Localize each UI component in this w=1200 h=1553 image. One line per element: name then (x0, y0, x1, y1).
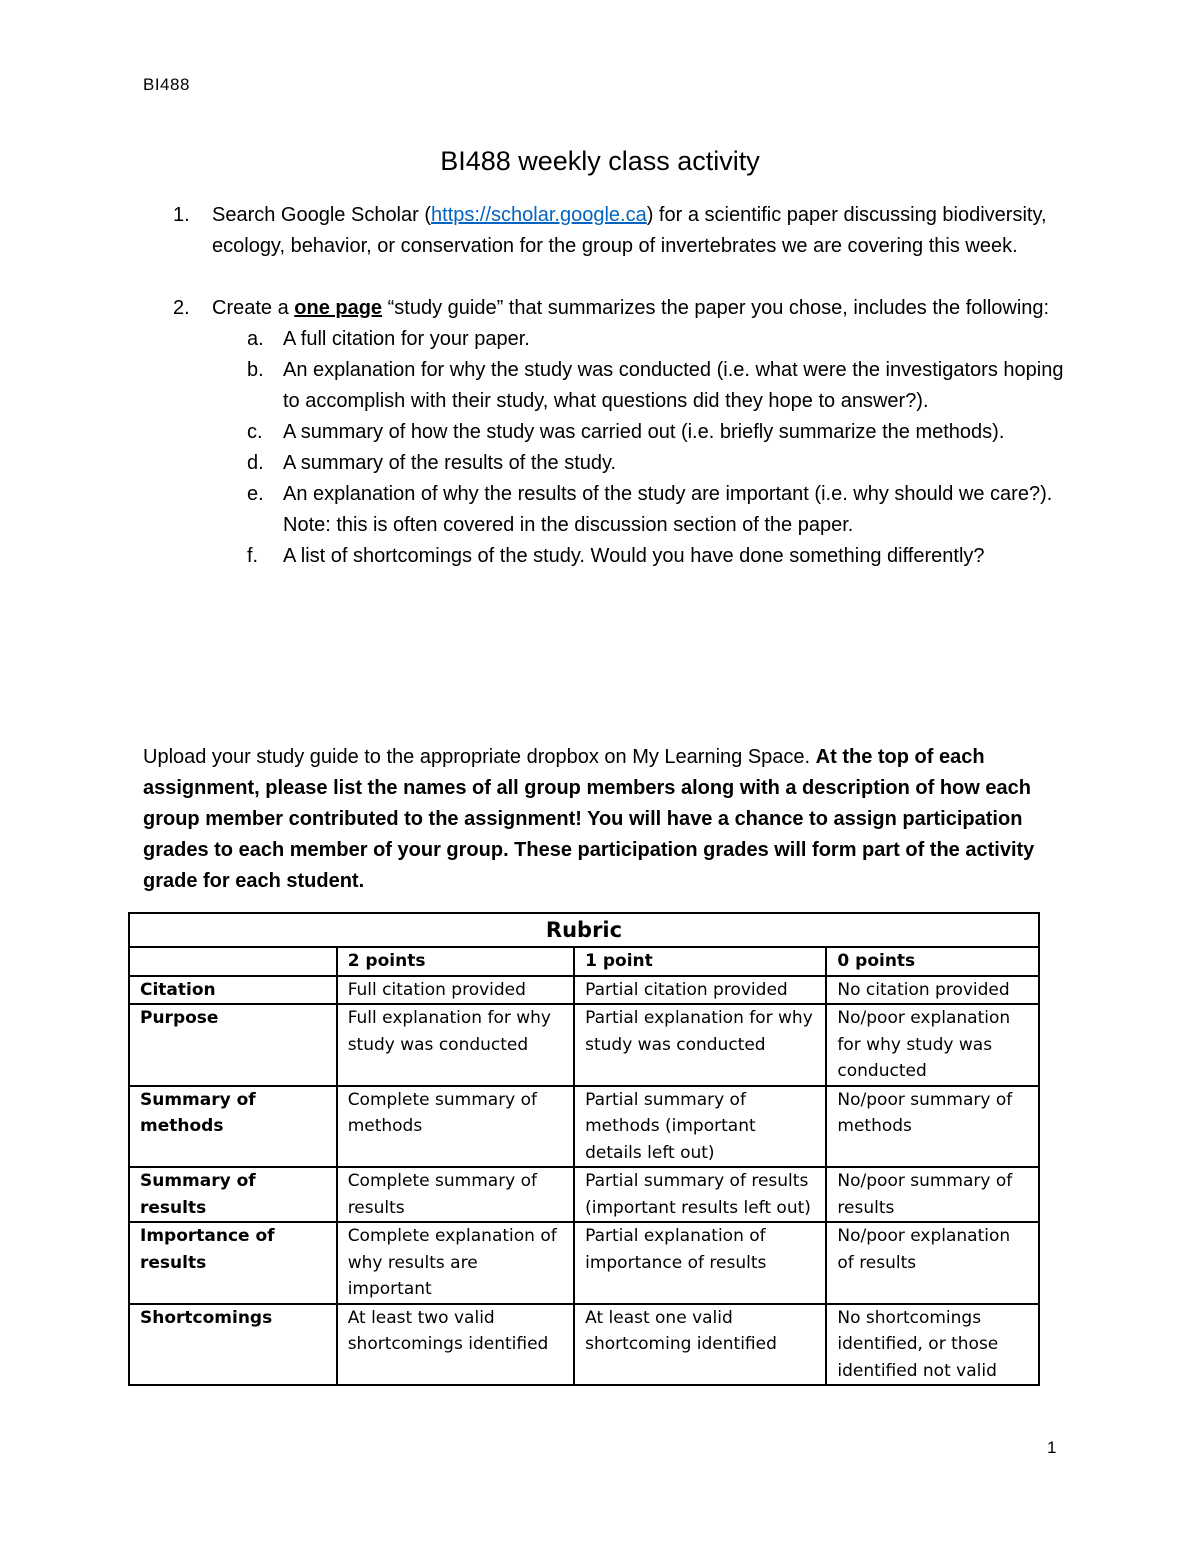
rubric-column-header (129, 947, 337, 976)
rubric-column-header: 0 points (826, 947, 1039, 976)
sub-item-text: A summary of how the study was carried out (i.e. briefly summarize the methods). (283, 421, 1005, 443)
upload-bold-text: At the top of each assignment, please list the names of all group members along with a description of how each group member contributed to the assignment! You will have a chance to assign participation grades to each member of your group. These participation grades will form part of the activity grade for each student. (143, 746, 1035, 892)
rubric-column-header: 2 points (337, 947, 574, 976)
step-number: 1. (173, 204, 190, 226)
rubric-criterion: Summary of results (129, 1167, 337, 1222)
sub-item-list (212, 324, 1073, 572)
rubric-criterion: Summary of methods (129, 1086, 337, 1168)
page-title: BI488 weekly class activity (440, 146, 760, 176)
sub-item-text: A summary of the results of the study. (283, 452, 617, 474)
rubric-cell: No/poor summary of results (826, 1167, 1039, 1222)
table-row (129, 1004, 1039, 1086)
rubric-cell: No/poor explanation of results (826, 1222, 1039, 1304)
step-list (143, 200, 1073, 572)
table-row (129, 1086, 1039, 1168)
rubric-cell: Full citation provided (337, 976, 574, 1005)
instructions (143, 200, 1073, 572)
rubric-cell: Partial explanation for why study was conducted (574, 1004, 826, 1086)
rubric-cell: No citation provided (826, 976, 1039, 1005)
sub-item (143, 541, 1073, 572)
rubric-cell: At least one valid shortcoming identified (574, 1304, 826, 1386)
rubric-header-row (129, 947, 1039, 976)
rubric-criterion: Shortcomings (129, 1304, 337, 1386)
rubric-table (128, 912, 1040, 1386)
step-text: “study guide” that summarizes the paper you chose, includes the following: (382, 297, 1050, 319)
rubric-cell: Complete summary of methods (337, 1086, 574, 1168)
step-text: Search Google Scholar ( (212, 204, 432, 226)
rubric-cell: Complete summary of results (337, 1167, 574, 1222)
sub-item-letter: f. (247, 545, 259, 567)
rubric-cell: Partial summary of results (important results left out) (574, 1167, 826, 1222)
rubric-cell: No/poor summary of methods (826, 1086, 1039, 1168)
step-number: 2. (173, 297, 190, 319)
sub-item-letter: a. (247, 328, 264, 350)
emphasis-text: one page (294, 297, 383, 319)
rubric-cell: Full explanation for why study was conducted (337, 1004, 574, 1086)
sub-item (143, 355, 1073, 417)
page-number: 1 (1047, 1438, 1057, 1457)
sub-item (143, 417, 1073, 448)
rubric-cell: At least two valid shortcomings identified (337, 1304, 574, 1386)
sub-item (143, 448, 1073, 479)
rubric-cell: No shortcomings identified, or those identified not valid (826, 1304, 1039, 1386)
step-text: ) for a scientific paper discussing biodiversity, ecology, behavior, or conservation for the group of invertebrates we are covering this week. (212, 204, 1047, 257)
rubric-body (129, 976, 1039, 1386)
rubric-criterion: Purpose (129, 1004, 337, 1086)
rubric-cell: Complete explanation of why results are important (337, 1222, 574, 1304)
step-2 (143, 293, 1073, 572)
sub-item-letter: c. (247, 421, 263, 443)
rubric-title: Rubric (129, 913, 1039, 947)
sub-item-letter: e. (247, 483, 264, 505)
rubric-column-header: 1 point (574, 947, 826, 976)
sub-item (143, 479, 1073, 541)
table-row (129, 1222, 1039, 1304)
spacer (143, 262, 1073, 293)
sub-item-text: A full citation for your paper. (283, 328, 530, 350)
rubric-cell: No/poor explanation for why study was conducted (826, 1004, 1039, 1086)
sub-item-text: A list of shortcomings of the study. Would you have done something differently? (283, 545, 985, 567)
rubric-cell: Partial summary of methods (important details left out) (574, 1086, 826, 1168)
sub-item-letter: b. (247, 359, 264, 381)
sub-item-text: An explanation for why the study was conducted (i.e. what were the investigators hoping to accomplish with their study, what questions did they hope to answer?). (283, 359, 1064, 412)
rubric-criterion: Citation (129, 976, 337, 1005)
rubric-cell: Partial citation provided (574, 976, 826, 1005)
sub-item (143, 324, 1073, 355)
step-text: Create a (212, 297, 295, 319)
table-row (129, 1167, 1039, 1222)
upload-text: Upload your study guide to the appropriate dropbox on My Learning Space. (143, 746, 816, 768)
page-header: BI488 (143, 75, 190, 94)
rubric-cell: Partial explanation of importance of results (574, 1222, 826, 1304)
rubric-criterion: Importance of results (129, 1222, 337, 1304)
table-row (129, 976, 1039, 1005)
upload-instructions (143, 742, 1073, 897)
google-scholar-link[interactable]: https://scholar.google.ca (431, 204, 647, 226)
sub-item-letter: d. (247, 452, 264, 474)
sub-item-text: An explanation of why the results of the study are important (i.e. why should we care?). Note: this is often covered in the discussion section of the paper. (283, 483, 1053, 536)
table-row (129, 1304, 1039, 1386)
step-1 (143, 200, 1073, 262)
